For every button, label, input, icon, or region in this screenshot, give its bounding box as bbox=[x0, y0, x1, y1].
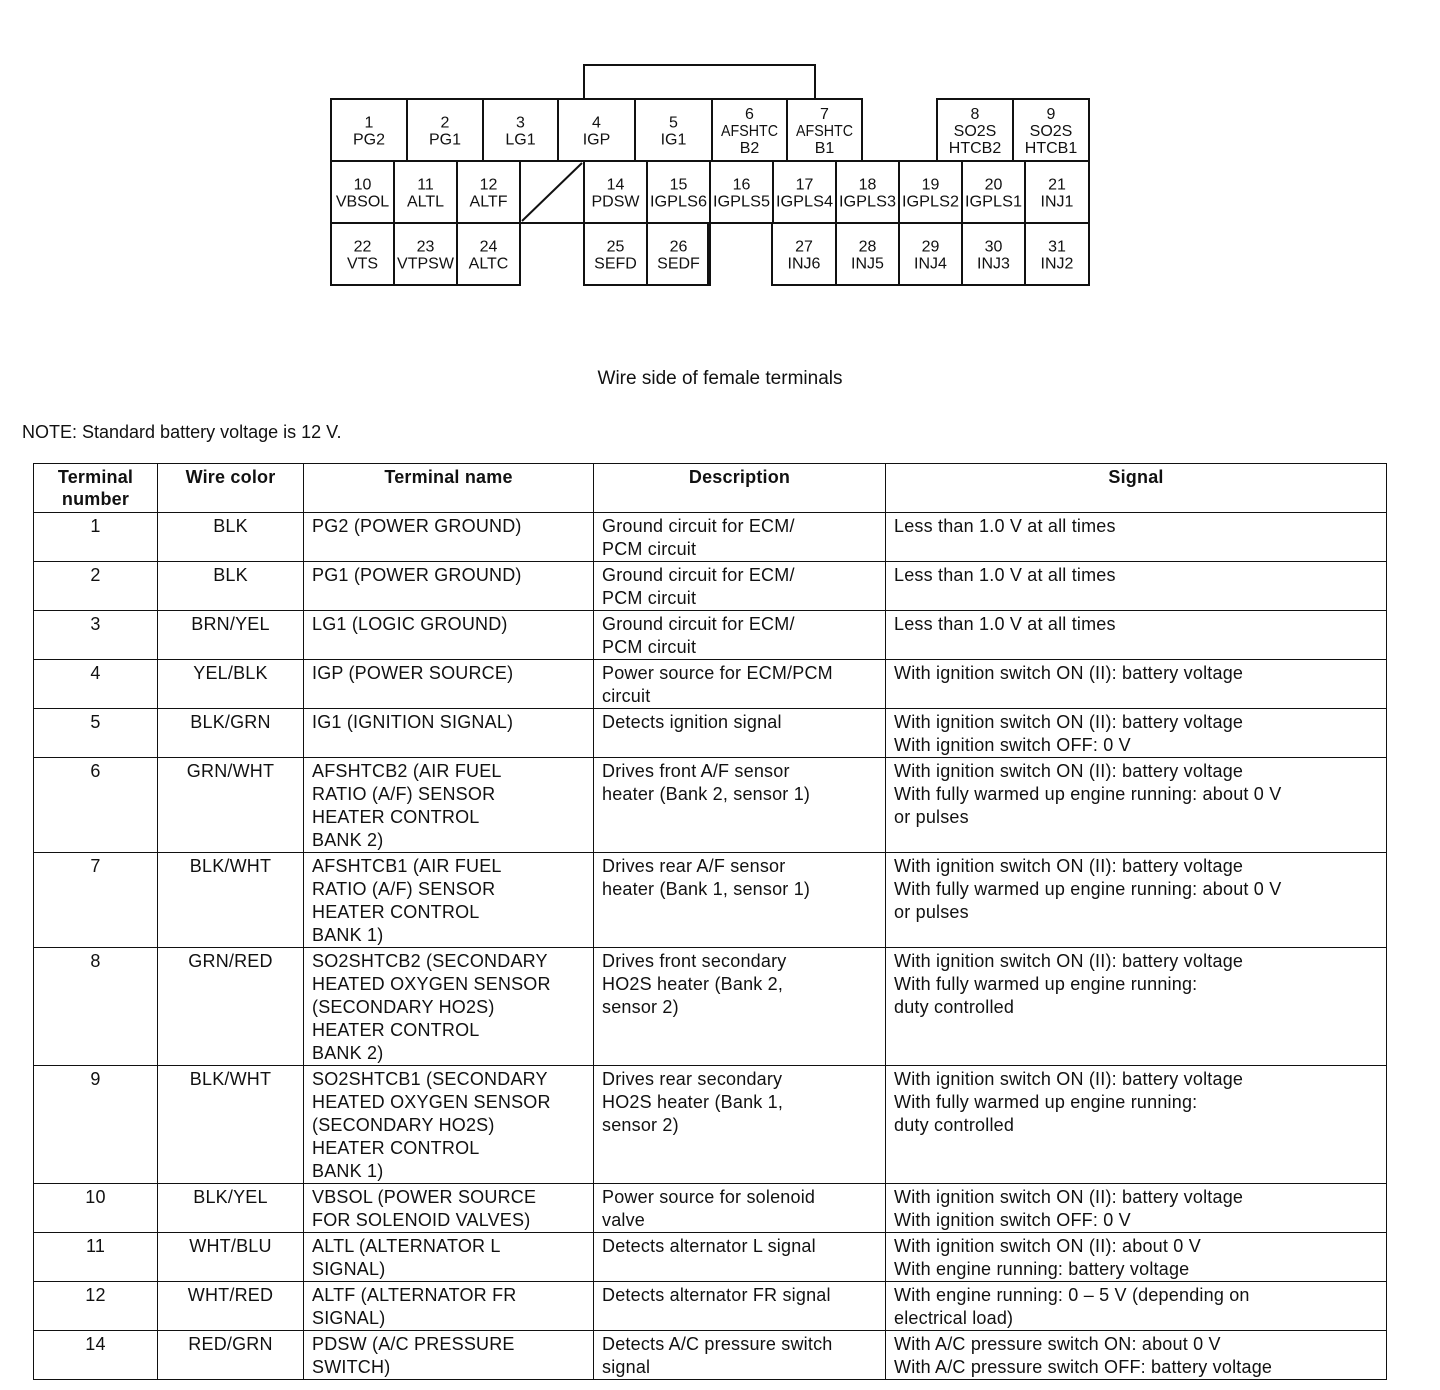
terminal-number-cell: 12 bbox=[34, 1282, 158, 1331]
wire-color-cell: BLK bbox=[158, 513, 304, 562]
description-cell bbox=[594, 611, 886, 660]
pin-name: PG2 bbox=[352, 131, 386, 149]
terminal-name-cell bbox=[304, 1331, 594, 1380]
connector-pin-2 bbox=[407, 99, 483, 161]
pin-number: 26 bbox=[669, 238, 688, 256]
signal-cell-line: With fully warmed up engine running: bbox=[894, 974, 1198, 994]
table-row bbox=[34, 709, 1387, 758]
terminal-name-cell-line: ALTL (ALTERNATOR L bbox=[312, 1236, 501, 1256]
signal-cell-line: electrical load) bbox=[894, 1308, 1014, 1328]
connector-pin-12 bbox=[457, 161, 520, 223]
terminal-name-cell-line: BANK 1) bbox=[312, 925, 384, 945]
note-text: NOTE: Standard battery voltage is 12 V. bbox=[22, 422, 342, 442]
header-signal: Signal bbox=[886, 464, 1387, 513]
terminal-name-cell bbox=[304, 1282, 594, 1331]
terminal-number-cell: 8 bbox=[34, 948, 158, 1066]
terminal-name-cell-line: BANK 2) bbox=[312, 830, 384, 850]
terminal-name-cell-line: AFSHTCB1 (AIR FUEL bbox=[312, 856, 502, 876]
terminal-name-cell-line: HEATER CONTROL bbox=[312, 807, 480, 827]
pin-name: SEDF bbox=[657, 255, 700, 273]
terminal-name-cell-line: VBSOL (POWER SOURCE bbox=[312, 1187, 537, 1207]
terminal-name-cell bbox=[304, 562, 594, 611]
terminal-name-cell-line: RATIO (A/F) SENSOR bbox=[312, 879, 496, 899]
connector-pin-3 bbox=[483, 99, 558, 161]
terminal-number-cell: 1 bbox=[34, 513, 158, 562]
terminal-name-cell-line: SO2SHTCB1 (SECONDARY bbox=[312, 1069, 548, 1089]
pin-number: 20 bbox=[984, 176, 1003, 194]
connector-pin-8 bbox=[937, 99, 1013, 161]
terminal-name-cell bbox=[304, 948, 594, 1066]
description-cell bbox=[594, 562, 886, 611]
description-cell-line: sensor 2) bbox=[602, 1115, 679, 1135]
header-terminal-name: Terminal name bbox=[304, 464, 594, 513]
pin-name: INJ6 bbox=[787, 255, 821, 273]
wire-color-cell: BLK bbox=[158, 562, 304, 611]
description-cell bbox=[594, 1233, 886, 1282]
pin-name: AFSHTC bbox=[721, 123, 778, 140]
wire-color-cell: GRN/RED bbox=[158, 948, 304, 1066]
terminal-name-cell-line: SIGNAL) bbox=[312, 1259, 386, 1279]
terminal-name-cell bbox=[304, 1184, 594, 1233]
pin-number: 17 bbox=[795, 176, 814, 194]
wire-color-cell: YEL/BLK bbox=[158, 660, 304, 709]
signal-cell bbox=[886, 853, 1387, 948]
description-cell bbox=[594, 758, 886, 853]
signal-cell bbox=[886, 1331, 1387, 1380]
pin-name: ALTF bbox=[469, 193, 508, 211]
pin-name: INJ2 bbox=[1040, 255, 1074, 273]
terminal-number-cell: 2 bbox=[34, 562, 158, 611]
pin-name: IGPLS5 bbox=[713, 193, 771, 211]
pin-number: 18 bbox=[858, 176, 877, 194]
pin-name: IGPLS1 bbox=[965, 193, 1023, 211]
pin-number: 7 bbox=[820, 106, 829, 123]
terminal-number-cell: 14 bbox=[34, 1331, 158, 1380]
pin-number: 31 bbox=[1048, 238, 1066, 256]
pin-number: 30 bbox=[984, 238, 1003, 256]
signal-cell bbox=[886, 1184, 1387, 1233]
connector-pin-22 bbox=[331, 223, 394, 285]
terminal-name-cell-line: IG1 (IGNITION SIGNAL) bbox=[312, 712, 514, 732]
description-cell-line: Ground circuit for ECM/ bbox=[602, 614, 795, 634]
pin-name: VBSOL bbox=[335, 193, 390, 211]
connector-pin-14 bbox=[584, 161, 647, 223]
terminal-name-cell bbox=[304, 709, 594, 758]
table-row bbox=[34, 758, 1387, 853]
pin-number: 10 bbox=[353, 176, 372, 194]
pin-number: 14 bbox=[606, 176, 625, 194]
description-cell-line: sensor 2) bbox=[602, 997, 679, 1017]
wire-color-cell: GRN/WHT bbox=[158, 758, 304, 853]
description-cell-line: signal bbox=[602, 1357, 651, 1377]
connector-pin-18 bbox=[836, 161, 899, 223]
terminal-number-cell: 11 bbox=[34, 1233, 158, 1282]
signal-cell-line: With ignition switch ON (II): about 0 V bbox=[894, 1236, 1201, 1256]
signal-cell bbox=[886, 513, 1387, 562]
description-cell-line: Detects ignition signal bbox=[602, 712, 782, 732]
table-header-row bbox=[34, 464, 1387, 513]
pin-name: IGPLS2 bbox=[902, 193, 960, 211]
terminal-name-cell-line: LG1 (LOGIC GROUND) bbox=[312, 614, 508, 634]
table-row bbox=[34, 562, 1387, 611]
description-cell-line: HO2S heater (Bank 1, bbox=[602, 1092, 784, 1112]
table-row bbox=[34, 513, 1387, 562]
signal-cell-line: Less than 1.0 V at all times bbox=[894, 614, 1116, 634]
connector-pin-4 bbox=[558, 99, 635, 161]
terminal-name-cell-line: IGP (POWER SOURCE) bbox=[312, 663, 514, 683]
connector-pin-10 bbox=[331, 161, 394, 223]
terminal-number-cell: 3 bbox=[34, 611, 158, 660]
signal-cell-line: duty controlled bbox=[894, 1115, 1015, 1135]
connector-pin-24 bbox=[457, 223, 520, 285]
terminal-table bbox=[33, 463, 1387, 1380]
terminal-name-cell-line: SO2SHTCB2 (SECONDARY bbox=[312, 951, 548, 971]
pin-number: 27 bbox=[795, 238, 813, 256]
table-row bbox=[34, 1233, 1387, 1282]
terminal-number-cell: 9 bbox=[34, 1066, 158, 1184]
pin-name: SO2S bbox=[1029, 123, 1073, 140]
header-wire-color: Wire color bbox=[158, 464, 304, 513]
pin-number: 5 bbox=[669, 114, 678, 132]
description-cell-line: heater (Bank 2, sensor 1) bbox=[602, 784, 811, 804]
pin-name: SO2S bbox=[953, 123, 997, 140]
description-cell-line: heater (Bank 1, sensor 1) bbox=[602, 879, 811, 899]
signal-cell bbox=[886, 611, 1387, 660]
pin-number: 24 bbox=[479, 238, 498, 256]
header-description: Description bbox=[594, 464, 886, 513]
terminal-name-cell-line: RATIO (A/F) SENSOR bbox=[312, 784, 496, 804]
signal-cell-line: With ignition switch ON (II): battery voltage bbox=[894, 663, 1244, 683]
pin-name: ALTC bbox=[468, 255, 509, 273]
diagram-caption: Wire side of female terminals bbox=[597, 368, 843, 389]
wire-color-cell: RED/GRN bbox=[158, 1331, 304, 1380]
description-cell bbox=[594, 1282, 886, 1331]
description-cell-line: PCM circuit bbox=[602, 588, 697, 608]
signal-cell bbox=[886, 709, 1387, 758]
table-row bbox=[34, 853, 1387, 948]
wire-color-cell: BRN/YEL bbox=[158, 611, 304, 660]
signal-cell-line: or pulses bbox=[894, 902, 969, 922]
description-cell bbox=[594, 1066, 886, 1184]
table-row bbox=[34, 1282, 1387, 1331]
description-cell-line: Drives front A/F sensor bbox=[602, 761, 790, 781]
description-cell-line: Detects alternator L signal bbox=[602, 1236, 816, 1256]
wire-color-cell: WHT/RED bbox=[158, 1282, 304, 1331]
terminal-number-cell: 7 bbox=[34, 853, 158, 948]
signal-cell-line: With engine running: 0 – 5 V (depending on bbox=[894, 1285, 1250, 1305]
signal-cell-line: or pulses bbox=[894, 807, 969, 827]
signal-cell-line: duty controlled bbox=[894, 997, 1015, 1017]
pin-name: HTCB1 bbox=[1024, 140, 1078, 157]
pin-number: 19 bbox=[921, 176, 940, 194]
wire-color-cell: BLK/WHT bbox=[158, 853, 304, 948]
pin-name: INJ3 bbox=[977, 255, 1010, 273]
cavity-13-slash bbox=[522, 163, 582, 221]
connector-pin-17 bbox=[773, 161, 836, 223]
terminal-name-cell-line: HEATED OXYGEN SENSOR bbox=[312, 974, 551, 994]
pin-name: PDSW bbox=[591, 193, 640, 211]
pin-number: 21 bbox=[1048, 176, 1066, 194]
description-cell bbox=[594, 660, 886, 709]
pin-number: 2 bbox=[440, 114, 450, 132]
signal-cell-line: With ignition switch ON (II): battery voltage bbox=[894, 1187, 1244, 1207]
description-cell-line: Detects A/C pressure switch bbox=[602, 1334, 833, 1354]
table-row bbox=[34, 1184, 1387, 1233]
terminal-name-cell-line: HEATED OXYGEN SENSOR bbox=[312, 1092, 551, 1112]
terminal-name-cell-line: SWITCH) bbox=[312, 1357, 391, 1377]
pin-name: VTS bbox=[346, 255, 379, 273]
pin-name: INJ5 bbox=[851, 255, 884, 273]
wire-color-cell: BLK/GRN bbox=[158, 709, 304, 758]
description-cell bbox=[594, 1331, 886, 1380]
signal-cell-line: With ignition switch OFF: 0 V bbox=[894, 735, 1131, 755]
description-cell-line: PCM circuit bbox=[602, 637, 697, 657]
wire-color-cell: BLK/WHT bbox=[158, 1066, 304, 1184]
pin-number: 28 bbox=[858, 238, 877, 256]
terminal-name-cell-line: BANK 1) bbox=[312, 1161, 384, 1181]
connector-pin-31 bbox=[1025, 223, 1089, 285]
description-cell-line: circuit bbox=[602, 686, 651, 706]
signal-cell bbox=[886, 948, 1387, 1066]
pin-name: B1 bbox=[814, 140, 835, 157]
signal-cell-line: Less than 1.0 V at all times bbox=[894, 565, 1116, 585]
pin-name: VTPSW bbox=[397, 255, 454, 273]
pin-number: 16 bbox=[732, 176, 751, 194]
pin-name: AFSHTC bbox=[796, 123, 853, 140]
pin-name: IGPLS4 bbox=[776, 193, 834, 211]
pin-number: 29 bbox=[921, 238, 940, 256]
pin-number: 23 bbox=[416, 238, 435, 256]
pin-number: 12 bbox=[479, 176, 498, 194]
description-cell-line: Power source for solenoid bbox=[602, 1187, 816, 1207]
pin-number: 4 bbox=[592, 114, 601, 132]
description-cell-line: valve bbox=[602, 1210, 646, 1230]
pin-name: PG1 bbox=[428, 131, 462, 149]
pin-name: IGPLS6 bbox=[650, 193, 708, 211]
connector-diagram bbox=[0, 0, 1440, 305]
terminal-name-cell bbox=[304, 1233, 594, 1282]
terminal-name-cell bbox=[304, 853, 594, 948]
signal-cell bbox=[886, 562, 1387, 611]
connector-pin-19 bbox=[899, 161, 962, 223]
terminal-name-cell-line: PG1 (POWER GROUND) bbox=[312, 565, 522, 585]
terminal-name-cell-line: ALTF (ALTERNATOR FR bbox=[312, 1285, 517, 1305]
connector-pin-27 bbox=[772, 223, 836, 285]
terminal-name-cell bbox=[304, 611, 594, 660]
description-cell-line: Ground circuit for ECM/ bbox=[602, 565, 795, 585]
terminal-name-cell bbox=[304, 660, 594, 709]
description-cell-line: Detects alternator FR signal bbox=[602, 1285, 831, 1305]
signal-cell-line: With fully warmed up engine running: about 0 V bbox=[894, 784, 1282, 804]
pin-name: INJ4 bbox=[914, 255, 947, 273]
signal-cell-line: With fully warmed up engine running: bbox=[894, 1092, 1198, 1112]
connector-pin-26 bbox=[647, 223, 710, 285]
terminal-name-cell-line: SIGNAL) bbox=[312, 1308, 386, 1328]
pin-name: INJ1 bbox=[1040, 193, 1074, 211]
signal-cell-line: With ignition switch OFF: 0 V bbox=[894, 1210, 1131, 1230]
wire-color-cell: WHT/BLU bbox=[158, 1233, 304, 1282]
terminal-name-cell bbox=[304, 758, 594, 853]
connector-pin-7 bbox=[787, 99, 862, 161]
terminal-name-cell-line: PDSW (A/C PRESSURE bbox=[312, 1334, 515, 1354]
terminal-name-cell-line: (SECONDARY HO2S) bbox=[312, 997, 495, 1017]
terminal-name-cell-line: PG2 (POWER GROUND) bbox=[312, 516, 522, 536]
terminal-name-cell bbox=[304, 1066, 594, 1184]
header-terminal-number: Terminal number bbox=[34, 464, 158, 513]
connector-pin-21 bbox=[1025, 161, 1089, 223]
signal-cell-line: With engine running: battery voltage bbox=[894, 1259, 1190, 1279]
connector-lock-tab bbox=[584, 65, 815, 99]
description-cell bbox=[594, 513, 886, 562]
terminal-name-cell-line: AFSHTCB2 (AIR FUEL bbox=[312, 761, 502, 781]
connector-pin-9 bbox=[1013, 99, 1089, 161]
pin-number: 3 bbox=[516, 114, 525, 132]
description-cell-line: Drives rear A/F sensor bbox=[602, 856, 786, 876]
terminal-number-cell: 10 bbox=[34, 1184, 158, 1233]
description-cell bbox=[594, 709, 886, 758]
description-cell-line: Drives rear secondary bbox=[602, 1069, 783, 1089]
pin-number: 9 bbox=[1046, 106, 1056, 123]
signal-cell bbox=[886, 1066, 1387, 1184]
signal-cell-line: With ignition switch ON (II): battery voltage bbox=[894, 1069, 1244, 1089]
pin-number: 8 bbox=[970, 106, 980, 123]
signal-cell-line: With A/C pressure switch ON: about 0 V bbox=[894, 1334, 1221, 1354]
connector-pin-20 bbox=[962, 161, 1025, 223]
terminal-number-cell: 4 bbox=[34, 660, 158, 709]
connector-pin-16 bbox=[710, 161, 773, 223]
signal-cell-line: With ignition switch ON (II): battery voltage bbox=[894, 712, 1244, 732]
connector-pin-15 bbox=[647, 161, 710, 223]
description-cell bbox=[594, 853, 886, 948]
signal-cell bbox=[886, 1233, 1387, 1282]
terminal-number-cell: 6 bbox=[34, 758, 158, 853]
wire-color-cell: BLK/YEL bbox=[158, 1184, 304, 1233]
pin-number: 22 bbox=[353, 238, 372, 256]
pin-number: 1 bbox=[364, 114, 374, 132]
description-cell-line: HO2S heater (Bank 2, bbox=[602, 974, 784, 994]
pin-name: IGPLS3 bbox=[839, 193, 897, 211]
pin-name: IGP bbox=[582, 131, 611, 149]
signal-cell bbox=[886, 1282, 1387, 1331]
pin-name: B2 bbox=[739, 140, 760, 157]
table-row bbox=[34, 1331, 1387, 1380]
terminal-name-cell bbox=[304, 513, 594, 562]
signal-cell-line: With fully warmed up engine running: about 0 V bbox=[894, 879, 1282, 899]
pin-number: 6 bbox=[745, 106, 754, 123]
terminal-name-cell-line: BANK 2) bbox=[312, 1043, 384, 1063]
description-cell-line: PCM circuit bbox=[602, 539, 697, 559]
description-cell bbox=[594, 1184, 886, 1233]
terminal-name-cell-line: HEATER CONTROL bbox=[312, 1138, 480, 1158]
pin-name: HTCB2 bbox=[948, 140, 1002, 157]
connector-pin-29 bbox=[899, 223, 962, 285]
signal-cell bbox=[886, 758, 1387, 853]
connector-pin-30 bbox=[962, 223, 1025, 285]
connector-pin-28 bbox=[836, 223, 899, 285]
terminal-name-cell-line: (SECONDARY HO2S) bbox=[312, 1115, 495, 1135]
table-row bbox=[34, 660, 1387, 709]
terminal-name-cell-line: HEATER CONTROL bbox=[312, 902, 480, 922]
pin-name: SEFD bbox=[594, 255, 637, 273]
signal-cell-line: With ignition switch ON (II): battery voltage bbox=[894, 761, 1244, 781]
pin-number: 11 bbox=[417, 176, 434, 194]
table-row bbox=[34, 1066, 1387, 1184]
description-cell-line: Ground circuit for ECM/ bbox=[602, 516, 795, 536]
connector-pin-1 bbox=[331, 99, 407, 161]
description-cell-line: Power source for ECM/PCM bbox=[602, 663, 833, 683]
connector-pin-5 bbox=[635, 99, 712, 161]
signal-cell-line: With ignition switch ON (II): battery voltage bbox=[894, 951, 1244, 971]
connector-pin-11 bbox=[394, 161, 457, 223]
connector-pin-23 bbox=[394, 223, 457, 285]
table-row bbox=[34, 948, 1387, 1066]
signal-cell bbox=[886, 660, 1387, 709]
description-cell-line: Drives front secondary bbox=[602, 951, 787, 971]
description-cell bbox=[594, 948, 886, 1066]
pin-number: 15 bbox=[669, 176, 688, 194]
connector-pin-25 bbox=[584, 223, 647, 285]
pin-number: 25 bbox=[606, 238, 625, 256]
signal-cell-line: Less than 1.0 V at all times bbox=[894, 516, 1116, 536]
signal-cell-line: With ignition switch ON (II): battery voltage bbox=[894, 856, 1244, 876]
pin-name: LG1 bbox=[505, 131, 536, 149]
signal-cell-line: With A/C pressure switch OFF: battery voltage bbox=[894, 1357, 1273, 1377]
connector-pin-6 bbox=[712, 99, 787, 161]
table-row bbox=[34, 611, 1387, 660]
terminal-number-cell: 5 bbox=[34, 709, 158, 758]
terminal-name-cell-line: HEATER CONTROL bbox=[312, 1020, 480, 1040]
pin-name: IG1 bbox=[660, 131, 687, 149]
terminal-name-cell-line: FOR SOLENOID VALVES) bbox=[312, 1210, 531, 1230]
pin-name: ALTL bbox=[406, 193, 445, 211]
